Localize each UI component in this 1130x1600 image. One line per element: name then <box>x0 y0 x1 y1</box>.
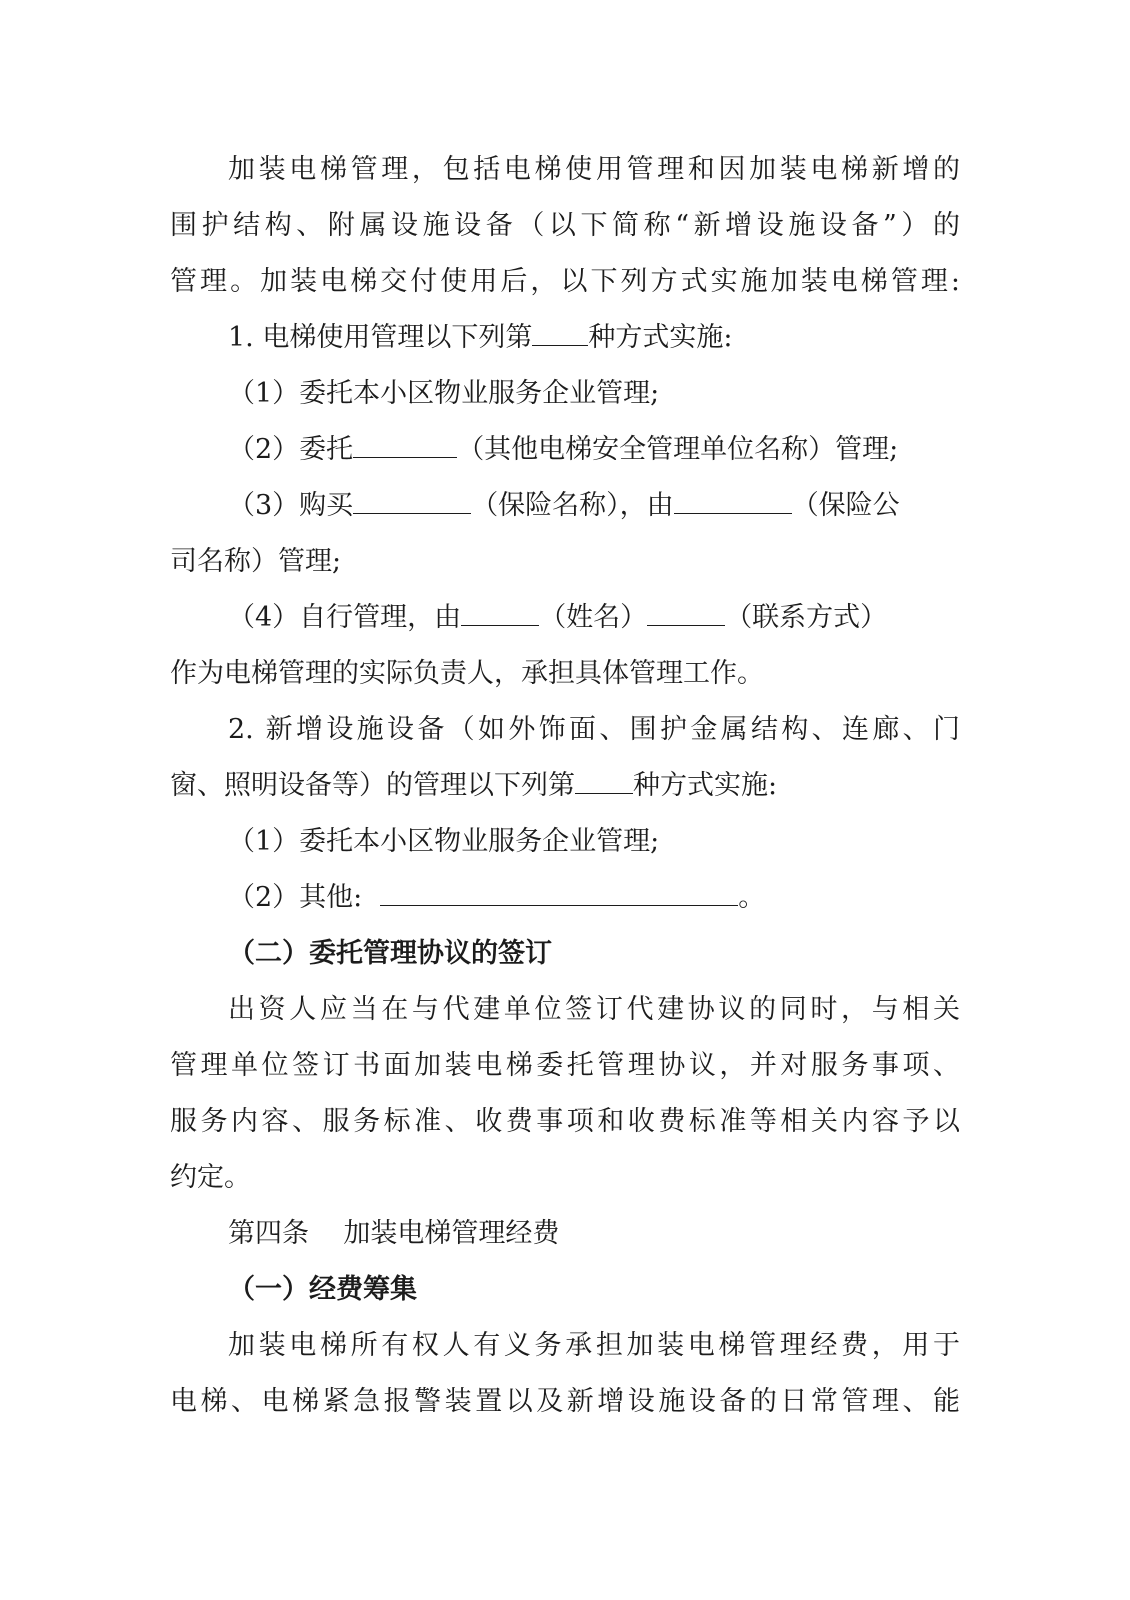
item-text: （其他电梯安全管理单位名称）管理; <box>457 434 899 465</box>
article-heading: 第四条 加装电梯管理经费 <box>228 1218 560 1249</box>
fill-blank[interactable] <box>353 431 457 458</box>
fill-blank[interactable] <box>575 767 633 794</box>
list-item <box>228 318 960 358</box>
fill-blank[interactable] <box>461 599 539 626</box>
fill-blank[interactable] <box>380 879 738 906</box>
item-text: （4）自行管理，由 <box>228 602 462 633</box>
paragraph-line: 出资人应当在与代建单位签订代建协议的同时，与相关 <box>228 994 960 1025</box>
item-text: 。 <box>738 882 766 913</box>
item-text: 种方式实施: <box>633 770 778 801</box>
item-text: 窗、照明设备等）的管理以下列第 <box>170 770 575 801</box>
list-item: （1）委托本小区物业服务企业管理; <box>228 378 660 409</box>
section-heading: （一）经费筹集 <box>228 1274 417 1305</box>
paragraph-line: 作为电梯管理的实际负责人，承担具体管理工作。 <box>170 658 764 689</box>
paragraph-line: 管理单位签订书面加装电梯委托管理协议，并对服务事项、 <box>170 1050 960 1081</box>
item-text: （保险公 <box>791 490 900 521</box>
list-item <box>228 486 960 526</box>
fill-blank[interactable] <box>674 487 792 514</box>
paragraph-line: 约定。 <box>170 1162 251 1193</box>
item-text: 1. 电梯使用管理以下列第 <box>228 322 533 353</box>
list-item: （1）委托本小区物业服务企业管理; <box>228 826 660 857</box>
item-text: （保险名称），由 <box>471 490 674 521</box>
paragraph-line: 司名称）管理; <box>170 546 342 577</box>
item-text: （2）其他: <box>228 882 363 913</box>
item-text: 种方式实施: <box>588 322 733 353</box>
list-item <box>228 598 960 638</box>
paragraph-line: 围护结构、附属设施设备（以下简称“新增设施设备”）的 <box>170 210 960 241</box>
fill-blank[interactable] <box>353 487 471 514</box>
paragraph-line: 2. 新增设施设备（如外饰面、围护金属结构、连廊、门 <box>228 714 960 745</box>
list-item <box>228 878 960 918</box>
list-item <box>170 766 960 806</box>
paragraph-line: 服务内容、服务标准、收费事项和收费标准等相关内容予以 <box>170 1106 960 1137</box>
paragraph-line: 管理。加装电梯交付使用后，以下列方式实施加装电梯管理: <box>170 266 960 297</box>
item-text: （姓名） <box>539 602 648 633</box>
list-item <box>228 430 960 470</box>
paragraph-line: 电梯、电梯紧急报警装置以及新增设施设备的日常管理、能 <box>170 1386 960 1417</box>
fill-blank[interactable] <box>647 599 725 626</box>
paragraph-line: 加装电梯所有权人有义务承担加装电梯管理经费，用于 <box>228 1330 960 1361</box>
fill-blank[interactable] <box>532 319 588 346</box>
item-text: （3）购买 <box>228 490 354 521</box>
section-heading: （二）委托管理协议的签订 <box>228 938 552 969</box>
paragraph-line: 加装电梯管理，包括电梯使用管理和因加装电梯新增的 <box>228 154 960 185</box>
item-text: （2）委托 <box>228 434 354 465</box>
item-text: （联系方式） <box>725 602 888 633</box>
